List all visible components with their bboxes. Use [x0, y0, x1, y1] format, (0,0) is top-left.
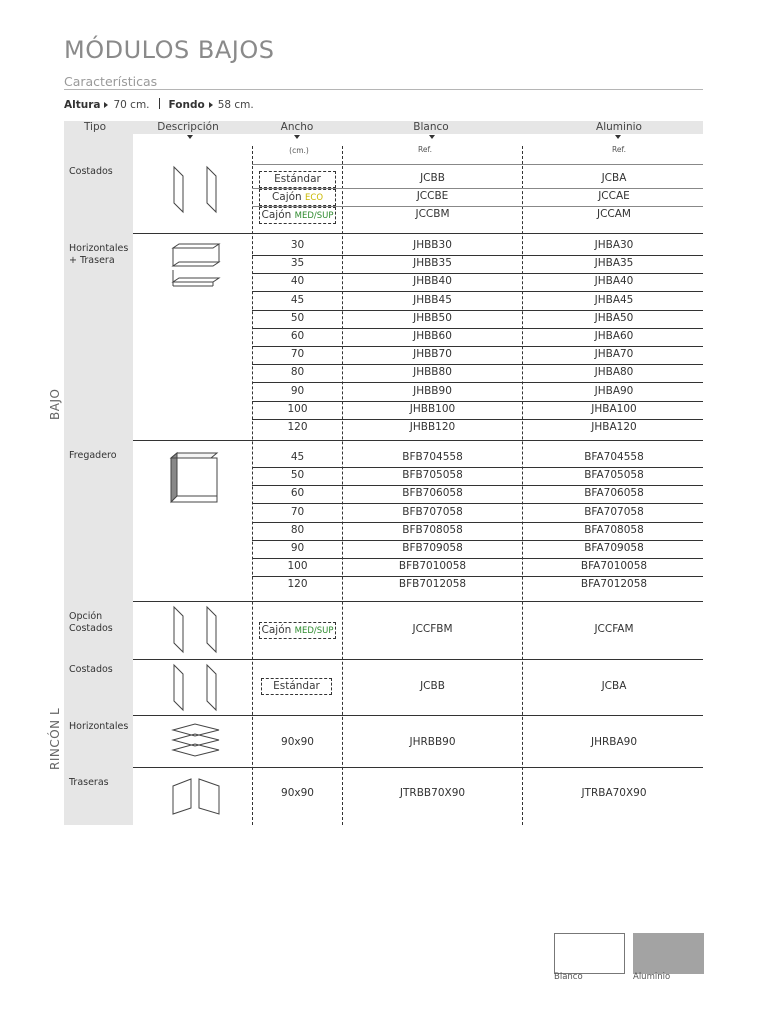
- chevron-down-icon: [294, 135, 300, 139]
- ancho-cell: 90x90: [281, 787, 314, 799]
- blanco-ref: BFB7012058: [398, 578, 467, 591]
- blanco-ref: JHBB80: [413, 366, 452, 379]
- row-divider: [133, 715, 703, 716]
- unit-cm: (cm.): [289, 146, 309, 155]
- ancho-cell: 60: [290, 330, 305, 342]
- blanco-ref: JHBB45: [413, 293, 452, 306]
- aluminio-ref: JCCFAM: [594, 623, 634, 635]
- separator: [159, 98, 160, 109]
- ancho-cell: 100: [287, 560, 308, 573]
- page-subtitle: Características: [64, 74, 158, 89]
- legend-swatch-blanco: [554, 933, 625, 974]
- ancho-cell: [259, 207, 336, 224]
- aluminio-ref: JCBA: [601, 680, 627, 692]
- header-ancho: Ancho: [280, 121, 314, 133]
- ancho-tag: MED/SUP: [294, 626, 334, 636]
- row-divider: [133, 233, 703, 234]
- legend-swatch-aluminio: [633, 933, 704, 974]
- ancho-label: Cajón: [261, 209, 292, 221]
- ancho-label: Cajón: [271, 191, 302, 203]
- page-title: MÓDULOS BAJOS: [64, 36, 275, 64]
- blanco-ref: JCCBE: [416, 190, 449, 202]
- blanco-ref: BFB707058: [402, 505, 463, 518]
- blanco-ref: JCBB: [420, 680, 445, 692]
- blanco-ref: JHBB70: [413, 348, 452, 361]
- ancho-cell: 120: [287, 578, 308, 591]
- section-label-fregadero: Fregadero: [69, 450, 117, 461]
- aluminio-ref: JCBA: [601, 172, 627, 184]
- ancho-cell: 80: [290, 523, 305, 536]
- header-tipo: Tipo: [83, 121, 107, 133]
- aluminio-ref: JHBA35: [594, 257, 634, 270]
- aluminio-ref: BFA708058: [584, 523, 644, 536]
- side-panels-illustration: [165, 164, 225, 216]
- blanco-ref: JHBB35: [413, 257, 452, 270]
- triangle-right-icon: [209, 102, 213, 108]
- ancho-tag: ECO: [305, 193, 324, 203]
- fondo-value: 58 cm.: [217, 99, 254, 111]
- blanco-ref: BFB704558: [402, 451, 463, 463]
- section-label-rincon-costados: Costados: [69, 664, 113, 675]
- header-aluminio: Aluminio: [596, 121, 642, 133]
- blanco-ref: JCBB: [420, 172, 445, 184]
- title-rule: [64, 89, 703, 90]
- section-label-costados: Costados: [69, 166, 113, 177]
- aluminio-ref: JHBA100: [591, 402, 637, 415]
- ancho-cell: 90: [290, 384, 305, 397]
- altura-value: 70 cm.: [113, 99, 150, 111]
- blanco-ref: JHBB120: [409, 421, 456, 433]
- ancho-cell: 45: [290, 293, 305, 306]
- ancho-cell: 40: [290, 275, 305, 288]
- ancho-cell: [261, 678, 332, 695]
- ancho-cell: [259, 622, 336, 639]
- ancho-cell: 100: [287, 402, 308, 415]
- aluminio-ref: JHBA45: [594, 293, 634, 306]
- blanco-ref: JHRBB90: [409, 736, 456, 748]
- ancho-cell: 50: [290, 469, 305, 482]
- blanco-ref: JCCBM: [415, 208, 450, 220]
- section-label-horizontales: Horizontales + Trasera: [69, 243, 129, 266]
- blanco-ref: BFB705058: [402, 469, 463, 482]
- blanco-ref: JHBB30: [413, 239, 452, 251]
- aluminio-ref: JHBA30: [594, 239, 634, 251]
- aluminio-ref: JHBA90: [594, 384, 634, 397]
- section-label-opcion: Opción Costados: [69, 611, 113, 634]
- blanco-ref: JHBB60: [413, 330, 452, 342]
- corner-side-panels-illustration: [165, 662, 225, 714]
- legend-label-blanco: Blanco: [554, 972, 583, 982]
- ref-aluminio: Ref.: [612, 145, 626, 154]
- blanco-ref: JHBB90: [413, 384, 452, 397]
- ancho-label: Estándar: [273, 680, 320, 692]
- aluminio-ref: JHRBA90: [590, 736, 638, 748]
- ancho-cell: 120: [287, 421, 308, 433]
- table-header: [64, 121, 703, 134]
- side-label-bajo: BAJO: [48, 388, 62, 420]
- ancho-cell: 45: [290, 451, 305, 463]
- side-label-rincon: RINCÓN L: [48, 707, 62, 770]
- dimensions-line: [64, 98, 254, 111]
- aluminio-ref: BFA709058: [584, 542, 644, 554]
- aluminio-ref: JHBA120: [591, 421, 637, 433]
- blanco-ref: JHBB50: [413, 311, 452, 324]
- blanco-ref: JTRBB70X90: [399, 787, 466, 799]
- aluminio-ref: JCCAM: [596, 208, 631, 220]
- section-label-rincon-horizontales: Horizontales: [69, 721, 129, 732]
- aluminio-ref: JHBA40: [594, 275, 634, 288]
- header-descripcion: Descripción: [157, 121, 219, 133]
- ancho-cell: [259, 189, 336, 206]
- ancho-cell: 35: [290, 257, 305, 270]
- corner-shelves-illustration: [165, 720, 225, 766]
- aluminio-ref: BFA707058: [584, 505, 644, 518]
- row-divider: [133, 767, 703, 768]
- blanco-ref: JCCFBM: [412, 623, 453, 635]
- chevron-down-icon: [429, 135, 435, 139]
- aluminio-ref: BFA7010058: [580, 560, 648, 573]
- blanco-ref: JHBB40: [413, 275, 452, 288]
- sink-cabinet-illustration: [165, 450, 225, 508]
- ancho-cell: 70: [290, 505, 305, 518]
- blanco-ref: BFB708058: [402, 523, 463, 536]
- ancho-cell: 90: [290, 542, 305, 554]
- ancho-cell: 30: [290, 239, 305, 251]
- header-blanco: Blanco: [413, 121, 449, 133]
- aluminio-ref: JCCAE: [598, 190, 630, 202]
- aluminio-ref: JHBA60: [594, 330, 634, 342]
- section-label-rincon-traseras: Traseras: [69, 777, 109, 788]
- chevron-down-icon: [615, 135, 621, 139]
- ref-blanco: Ref.: [418, 145, 432, 154]
- blanco-ref: JHBB100: [409, 402, 456, 415]
- ancho-cell: 50: [290, 311, 305, 324]
- aluminio-ref: JHBA80: [594, 366, 634, 379]
- fondo-label: Fondo: [168, 99, 205, 111]
- ancho-tag: MED/SUP: [294, 211, 334, 221]
- legend-label-aluminio: Aluminio: [633, 972, 671, 982]
- aluminio-ref: JHBA70: [594, 348, 634, 361]
- row-divider: [133, 440, 703, 441]
- ancho-cell: 60: [290, 487, 305, 500]
- chevron-down-icon: [187, 135, 193, 139]
- row-divider: [133, 601, 703, 602]
- blanco-ref: BFB706058: [402, 487, 463, 500]
- aluminio-ref: BFA705058: [584, 469, 644, 482]
- row-divider: [252, 164, 703, 165]
- ancho-label: Cajón: [261, 624, 292, 636]
- ancho-cell: 90x90: [281, 736, 314, 748]
- blanco-ref: BFB709058: [402, 542, 463, 554]
- side-panels-illustration: [165, 604, 225, 656]
- aluminio-ref: BFA7012058: [580, 578, 648, 591]
- aluminio-ref: JTRBA70X90: [581, 787, 647, 799]
- aluminio-ref: JHBA50: [594, 311, 634, 324]
- ancho-cell: 70: [290, 348, 305, 361]
- ancho-label: Estándar: [274, 173, 321, 185]
- aluminio-ref: BFA704558: [584, 451, 644, 463]
- shelves-illustration: [165, 240, 225, 292]
- ancho-cell: 80: [290, 366, 305, 379]
- corner-backs-illustration: [165, 776, 225, 818]
- row-divider: [133, 659, 703, 660]
- aluminio-ref: BFA706058: [584, 487, 644, 500]
- blanco-ref: BFB7010058: [398, 560, 467, 573]
- triangle-right-icon: [104, 102, 108, 108]
- altura-label: Altura: [64, 99, 101, 111]
- ancho-cell: [259, 171, 336, 188]
